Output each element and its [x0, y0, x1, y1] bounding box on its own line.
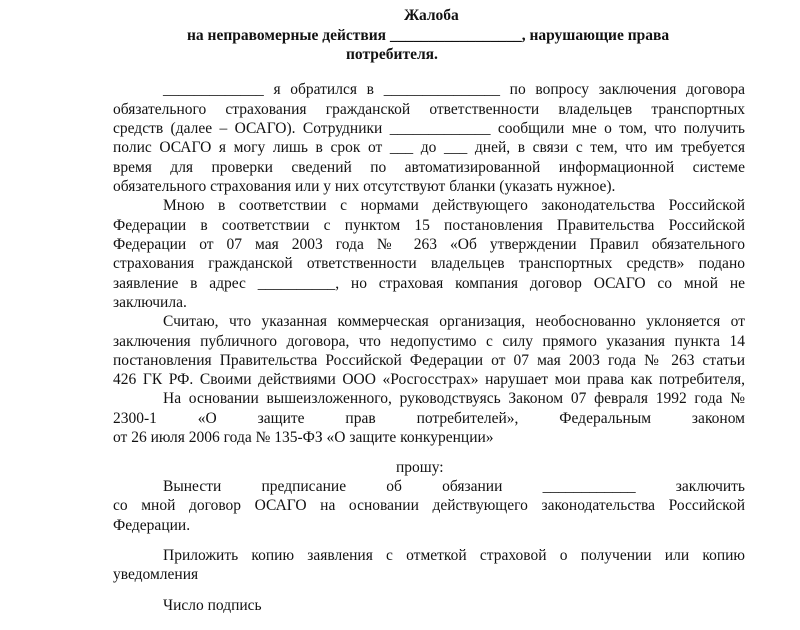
paragraph-4-line-3: от 26 июля 2006 года № 135-ФЗ «О защите конкуренции» — [113, 429, 494, 446]
paragraph-2-line-1: Мною в соответствии с нормами действующего законодательства Российской — [163, 197, 745, 214]
document-subtitle-line-2: потребителя. — [346, 46, 438, 63]
paragraph-3-line-2: заключения публичного договора, что недопустимо с силу прямого указания пункта 14 — [113, 333, 745, 350]
paragraph-1-line-5: время для проверки сведений по автоматизированной информационной системе — [113, 159, 745, 176]
paragraph-1-line-2: обязательного страхования гражданской ответственности владельцев транспортных — [113, 101, 745, 118]
document-subtitle-line-1: на неправомерные действия _________________, нарушающие права — [187, 27, 670, 44]
paragraph-3-line-3: постановления Правительства Российской Федерации от 07 мая 2003 года № 263 статьи — [113, 352, 745, 369]
request-heading: прошу: — [396, 459, 444, 476]
request-2-line-1: Приложить копию заявления с отметкой страховой о получении или копию — [163, 547, 745, 564]
paragraph-1-line-6: обязательного страхования или у них отсутствуют бланки (указать нужное). — [113, 178, 616, 195]
request-1-line-2: со мной договор ОСАГО на основании действующего законодательства Российской — [113, 497, 745, 514]
request-2-line-2: уведомления — [113, 566, 199, 583]
paragraph-2-line-6: заключила. — [113, 294, 187, 311]
paragraph-3-line-4: 426 ГК РФ. Своими действиями ООО «Росгосстрах» нарушает мои права как потребителя, — [113, 371, 745, 388]
paragraph-1-line-4: полис ОСАГО я могу лишь в срок от ___ до ___ дней, в связи с тем, что им требуется — [113, 139, 745, 156]
paragraph-2-line-4: страхования гражданской ответственности владельцев транспортных средств» подано — [113, 255, 745, 272]
paragraph-2-line-5: заявление в адрес __________, но страховая компания договор ОСАГО со мной не — [113, 275, 745, 292]
request-1-line-3: Федерации. — [113, 517, 191, 534]
paragraph-2-line-2: Федерации в соответствии с пунктом 15 постановления Правительства Российской — [113, 217, 745, 234]
paragraph-2-line-3: Федерации от 07 мая 2003 года № 263 «Об утверждении Правил обязательного — [113, 236, 745, 253]
paragraph-4-line-1: На основании вышеизложенного, руководствуясь Законом 07 февраля 1992 года № — [163, 390, 745, 407]
request-1-line-1: Вынести предписание об обязании ____________ заключить — [163, 478, 745, 495]
paragraph-3-line-1: Считаю, что указанная коммерческая организация, необоснованно уклоняется от — [163, 313, 745, 330]
document-title: Жалоба — [404, 7, 459, 24]
paragraph-1-line-1: _____________ я обратился в _______________ по вопросу заключения договора — [163, 81, 745, 98]
paragraph-1-line-3: средств (далее – ОСАГО). Сотрудники _____________ сообщили мне о том, что получить — [113, 120, 745, 137]
paragraph-4-line-2: 2300-1 «О защите прав потребителей», Федеральным законом — [113, 410, 745, 427]
signature-line: Число подпись — [163, 597, 262, 614]
